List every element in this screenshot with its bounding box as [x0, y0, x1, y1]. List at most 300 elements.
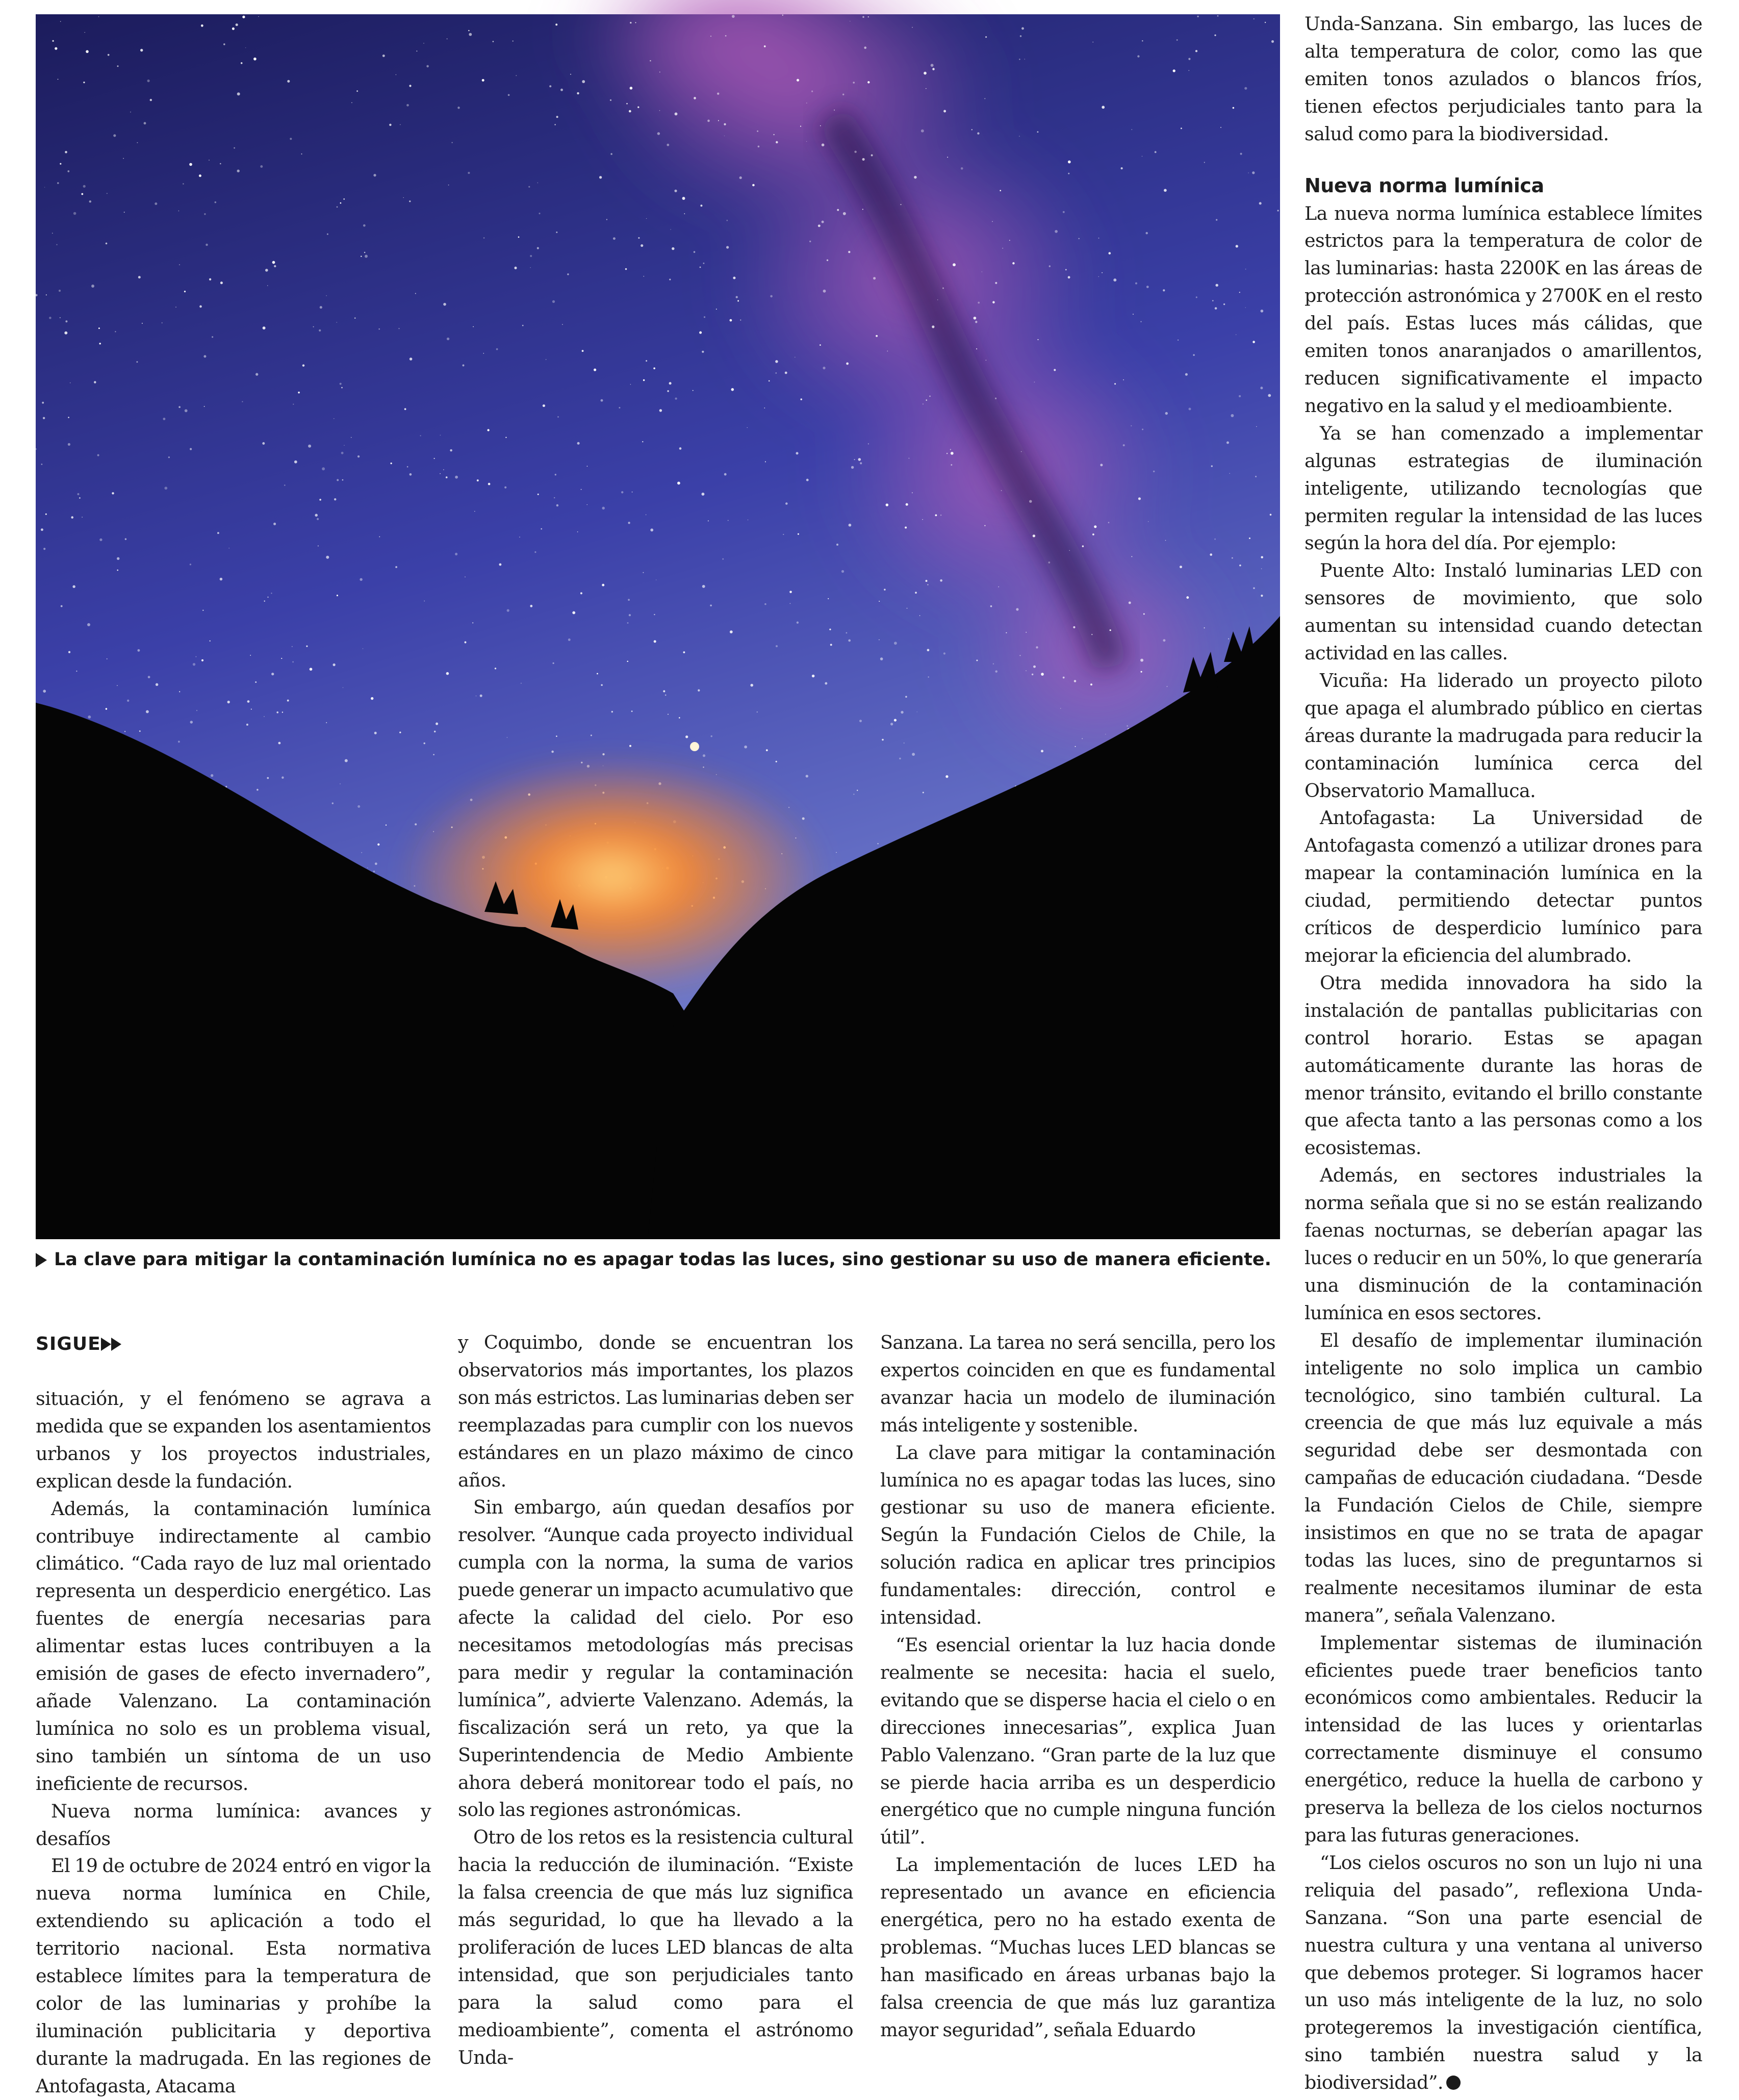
- star: [499, 564, 502, 566]
- star: [699, 331, 702, 334]
- star: [932, 325, 934, 328]
- star: [848, 251, 850, 253]
- star: [940, 579, 942, 582]
- star: [785, 502, 788, 505]
- star: [373, 870, 375, 872]
- star: [415, 293, 416, 294]
- star: [375, 862, 377, 865]
- star: [764, 45, 766, 47]
- star: [750, 684, 753, 687]
- star: [518, 237, 520, 238]
- star: [637, 106, 639, 108]
- star: [653, 367, 655, 369]
- star: [241, 62, 243, 64]
- star: [744, 746, 747, 749]
- star: [556, 232, 557, 233]
- star: [82, 517, 83, 518]
- star: [298, 392, 300, 394]
- star: [669, 279, 671, 280]
- star: [1188, 58, 1190, 60]
- star: [669, 382, 672, 385]
- star: [602, 507, 605, 510]
- star: [931, 64, 934, 67]
- star: [667, 390, 669, 392]
- star: [1019, 59, 1020, 60]
- star: [326, 295, 327, 296]
- star: [322, 467, 325, 470]
- star: [1131, 425, 1132, 426]
- star: [468, 172, 470, 174]
- star: [685, 735, 688, 738]
- star: [138, 276, 141, 278]
- star: [854, 459, 855, 460]
- star: [1232, 557, 1233, 559]
- star: [935, 515, 937, 517]
- star: [88, 715, 91, 719]
- star: [943, 110, 946, 113]
- star: [926, 580, 928, 582]
- star: [990, 605, 992, 607]
- star: [1098, 238, 1099, 239]
- star: [403, 197, 404, 198]
- continues-marker: [36, 1329, 121, 1360]
- star: [908, 458, 909, 459]
- star: [775, 372, 777, 374]
- star: [1142, 429, 1143, 430]
- star: [294, 460, 297, 464]
- star: [797, 622, 799, 624]
- star: [318, 546, 319, 547]
- star: [594, 369, 596, 371]
- star: [878, 843, 879, 844]
- star: [516, 75, 517, 76]
- article-column-1: [36, 1385, 431, 2097]
- star: [806, 141, 807, 142]
- star: [610, 99, 611, 101]
- star: [263, 326, 266, 329]
- star: [356, 90, 358, 92]
- star: [975, 321, 977, 323]
- star: [168, 456, 170, 458]
- star: [543, 404, 545, 407]
- star: [849, 524, 852, 527]
- paragraph: Implementar sistemas de iluminación eficientes puede traer beneficios tanto económicos como ambientales. Reducir la intensidad de las luces y orientarlas correctamente disminuye el consumo energético, reduce la huella de carbono y preserva la belleza de los cielos nocturnos para las futuras generaciones.: [1305, 1631, 1702, 1846]
- star: [468, 30, 469, 31]
- star: [733, 276, 735, 279]
- star: [365, 255, 368, 258]
- star: [629, 745, 631, 747]
- star: [124, 212, 125, 213]
- star: [406, 104, 409, 107]
- star: [146, 710, 149, 713]
- star: [334, 418, 335, 419]
- star: [1033, 665, 1036, 668]
- star: [783, 534, 784, 535]
- star: [140, 49, 143, 52]
- star: [1006, 632, 1007, 633]
- star: [739, 176, 742, 179]
- star: [1252, 171, 1255, 174]
- star: [1211, 465, 1213, 467]
- star: [420, 435, 421, 436]
- star: [577, 442, 580, 445]
- star: [278, 742, 281, 745]
- star: [1069, 550, 1070, 551]
- star: [67, 170, 69, 172]
- star: [923, 792, 924, 793]
- star: [530, 255, 532, 257]
- star: [728, 520, 729, 521]
- star: [377, 843, 379, 846]
- star: [1110, 629, 1111, 631]
- star: [1127, 725, 1128, 727]
- star: [260, 165, 263, 168]
- star: [928, 676, 929, 677]
- photo-caption: [36, 1244, 1280, 1275]
- star: [1233, 107, 1235, 109]
- star: [1261, 568, 1262, 569]
- star: [776, 141, 778, 143]
- star: [452, 142, 453, 143]
- star: [293, 404, 294, 405]
- star: [747, 427, 748, 428]
- star: [434, 731, 436, 733]
- star: [764, 603, 766, 605]
- star: [201, 659, 203, 661]
- star: [469, 33, 472, 36]
- star: [629, 110, 631, 113]
- star: [841, 570, 844, 573]
- star: [447, 338, 449, 340]
- star: [530, 267, 531, 268]
- star: [790, 603, 791, 604]
- star: [1253, 587, 1255, 589]
- star: [292, 646, 293, 647]
- star: [702, 351, 704, 353]
- star: [606, 219, 607, 220]
- star: [668, 714, 669, 715]
- star: [179, 691, 180, 692]
- star: [1245, 307, 1246, 308]
- star: [800, 126, 801, 127]
- star: [1123, 444, 1125, 446]
- star: [473, 326, 474, 327]
- star: [415, 823, 417, 825]
- star: [572, 611, 575, 614]
- star: [1102, 106, 1105, 109]
- star: [41, 528, 43, 531]
- star: [682, 197, 685, 200]
- star: [117, 65, 119, 67]
- star: [55, 47, 57, 49]
- star: [410, 473, 412, 476]
- star: [521, 683, 522, 684]
- star: [806, 775, 808, 777]
- star: [724, 123, 726, 125]
- star: [1231, 414, 1234, 417]
- star: [319, 329, 321, 331]
- section-heading: Nueva norma lumínica: [1305, 174, 1544, 197]
- star: [597, 673, 598, 675]
- star: [675, 397, 677, 399]
- star: [1148, 521, 1149, 522]
- star: [1135, 283, 1137, 285]
- star: [341, 387, 343, 389]
- star: [344, 445, 345, 446]
- star: [465, 576, 466, 577]
- star: [1054, 369, 1056, 371]
- star: [823, 290, 826, 293]
- star: [703, 754, 705, 757]
- paragraph: La implementación de luces LED ha representado un avance en eficiencia energética, pero no ha estado exenta de problemas. “Muchas luces LED blancas se han masificado en áreas urbanas bajo la falsa creencia de que más luz garantiza mayor seguridad”, señala Eduardo: [880, 1854, 1275, 2041]
- star: [985, 36, 987, 38]
- star: [513, 40, 514, 41]
- star: [1261, 310, 1264, 313]
- star: [830, 644, 832, 646]
- star: [587, 466, 588, 467]
- star: [1000, 190, 1001, 191]
- star: [683, 651, 685, 653]
- star: [147, 80, 149, 82]
- star: [1270, 514, 1272, 516]
- star: [984, 98, 985, 99]
- star: [255, 373, 258, 375]
- star: [212, 336, 213, 338]
- star: [1068, 276, 1070, 278]
- star: [868, 443, 869, 444]
- star: [391, 463, 392, 464]
- star: [560, 89, 563, 91]
- star: [440, 434, 441, 436]
- star: [577, 92, 579, 94]
- star: [247, 700, 250, 703]
- star: [554, 124, 556, 125]
- article-column-3: [880, 1329, 1275, 2041]
- star: [361, 852, 362, 853]
- star: [217, 532, 219, 534]
- star: [399, 732, 401, 733]
- star: [693, 390, 694, 391]
- star: [630, 87, 633, 90]
- star: [201, 24, 203, 27]
- caption-arrow-icon: [36, 1253, 47, 1267]
- star: [717, 93, 719, 95]
- star: [1020, 35, 1021, 37]
- star: [890, 723, 893, 725]
- star: [343, 198, 345, 200]
- star: [951, 452, 954, 455]
- star: [190, 721, 193, 724]
- star: [665, 695, 667, 696]
- star: [81, 193, 83, 195]
- star: [253, 58, 257, 61]
- star: [1082, 545, 1084, 547]
- star: [426, 65, 429, 68]
- star: [258, 16, 259, 17]
- star: [580, 592, 582, 594]
- star: [674, 190, 677, 192]
- star: [1277, 210, 1279, 211]
- star: [1029, 500, 1032, 502]
- end-of-article-icon: [1446, 2076, 1461, 2090]
- star: [829, 629, 831, 630]
- star: [961, 167, 963, 170]
- star: [1177, 39, 1178, 41]
- star: [282, 711, 283, 712]
- star: [183, 183, 184, 185]
- star: [255, 681, 257, 683]
- star: [843, 212, 846, 215]
- star: [556, 504, 558, 506]
- star: [1002, 248, 1003, 249]
- star: [423, 43, 424, 44]
- star: [854, 150, 856, 152]
- star: [336, 322, 337, 323]
- star: [290, 138, 292, 140]
- star: [522, 325, 524, 326]
- star: [800, 398, 802, 400]
- star: [496, 348, 498, 350]
- star: [654, 614, 655, 615]
- star: [773, 134, 774, 135]
- star: [796, 452, 798, 454]
- star: [646, 360, 647, 362]
- star: [1055, 230, 1058, 233]
- star: [1226, 441, 1229, 444]
- star: [626, 103, 628, 105]
- star: [632, 492, 633, 493]
- star: [310, 668, 313, 671]
- star: [731, 388, 734, 391]
- star: [1254, 18, 1255, 19]
- star: [834, 110, 835, 111]
- paragraph: El 19 de octubre de 2024 entró en vigor la nueva norma lumínica en Chile, extendiendo su aplicación a todo el territorio nacional. Esta normativa establece límites para la temperatura de color de las luminarias y prohíbe la iluminación publicitaria y deportiva durante la madrugada. En las regiones de Antofagasta, Atacama: [36, 1855, 431, 2097]
- paragraph: Además, en sectores industriales la norma señala que si no se están realizando faenas nocturnas, se deberían apagar las luces o reducir en un 50%, lo que generaría una disminución de la contaminación lumínica en esos sectores.: [1305, 1164, 1702, 1324]
- star: [811, 91, 813, 92]
- star: [495, 668, 496, 669]
- star: [199, 174, 201, 177]
- star: [1140, 659, 1143, 662]
- star: [410, 357, 413, 361]
- star: [155, 202, 157, 205]
- star: [679, 447, 682, 450]
- star: [1271, 40, 1274, 43]
- paragraph: situación, y el fenómeno se agrava a medida que se expanden los asentamientos urbanos y los proyectos industriales, explican desde la fundación.: [36, 1388, 431, 1492]
- star: [504, 486, 506, 489]
- star: [56, 244, 57, 245]
- star: [332, 802, 334, 804]
- star: [1016, 608, 1018, 610]
- paragraph: La clave para mitigar la contaminación lumínica no es apagar todas las luces, sino gestionar su uso de manera eficiente. Según la Fundación Cielos de Chile, la solución radica en aplicar tres principios fundamentales: dirección, control e intensidad.: [880, 1441, 1275, 1629]
- star: [539, 213, 540, 214]
- star: [879, 601, 880, 602]
- star: [887, 350, 888, 351]
- star: [343, 687, 344, 688]
- star: [1108, 252, 1111, 254]
- star: [528, 186, 530, 188]
- star: [765, 462, 766, 463]
- star: [846, 363, 849, 365]
- star: [795, 357, 796, 358]
- star: [827, 260, 828, 261]
- star: [1133, 314, 1134, 315]
- star: [327, 234, 328, 235]
- star: [978, 302, 980, 304]
- caption-text: La clave para mitigar la contaminación lumínica no es apagar todas las luces, sino gestionar su uso de manera eficiente.: [54, 1249, 1271, 1270]
- star: [117, 557, 119, 560]
- star: [448, 185, 449, 186]
- star: [638, 237, 640, 239]
- star: [363, 648, 364, 649]
- star: [860, 462, 862, 464]
- star: [178, 406, 181, 408]
- star: [1123, 379, 1124, 380]
- star: [337, 479, 339, 481]
- star: [1026, 632, 1027, 633]
- star: [798, 533, 799, 535]
- star: [555, 23, 557, 25]
- star: [1193, 354, 1194, 356]
- star: [367, 867, 368, 868]
- star: [175, 306, 176, 308]
- star: [209, 278, 211, 280]
- star: [822, 221, 824, 223]
- star: [684, 213, 685, 214]
- star: [650, 60, 651, 62]
- star: [1178, 340, 1179, 341]
- star: [1236, 245, 1238, 247]
- star: [1019, 655, 1020, 656]
- star: [59, 290, 61, 292]
- star: [68, 651, 70, 653]
- star: [577, 531, 578, 532]
- star: [806, 479, 809, 481]
- night-sky-photo: [36, 14, 1280, 1239]
- star: [629, 614, 631, 616]
- star: [627, 661, 628, 662]
- star: [276, 711, 278, 713]
- star: [193, 663, 195, 665]
- star: [463, 365, 465, 367]
- star: [663, 690, 665, 693]
- star: [137, 142, 138, 143]
- star: [534, 551, 536, 553]
- star: [737, 300, 739, 302]
- star: [823, 367, 825, 369]
- star: [371, 697, 373, 700]
- star: [482, 79, 484, 82]
- star: [1249, 537, 1250, 539]
- star: [65, 320, 67, 322]
- star: [237, 92, 240, 95]
- star: [732, 15, 735, 18]
- star: [281, 658, 282, 659]
- star: [992, 221, 993, 222]
- star: [1215, 284, 1218, 287]
- star: [1068, 161, 1071, 164]
- star: [49, 317, 52, 319]
- star: [117, 685, 118, 686]
- star: [1217, 15, 1219, 17]
- star: [740, 320, 741, 321]
- star: [1167, 686, 1168, 687]
- star: [894, 642, 897, 645]
- star: [77, 493, 79, 495]
- star: [465, 642, 467, 644]
- star: [1036, 646, 1038, 648]
- star: [836, 852, 837, 853]
- star: [223, 43, 225, 45]
